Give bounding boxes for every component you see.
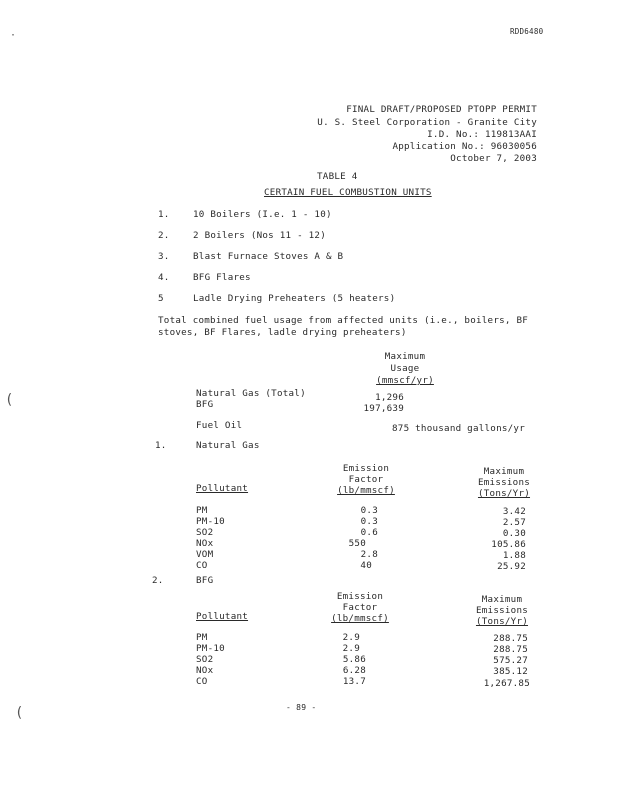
pollutant-cell: NOx [196,538,214,549]
pollutant-cell: CO [196,676,208,687]
factor-header: Factor [342,602,378,613]
combined-text: Total combined fuel usage from affected units (i.e., boilers, BF [158,315,529,326]
unit-text: Ladle Drying Preheaters (5 heaters) [193,293,396,304]
factor-cell: 0.6 [360,527,378,538]
page-number: - 89 - [286,703,317,712]
section-number: 2. [152,575,164,586]
pollutant-cell: PM-10 [196,516,225,527]
pollutant-cell: SO2 [196,527,214,538]
unit-number: 1. [158,209,170,220]
permit-line: October 7, 2003 [450,153,537,164]
emissions-cell: 575.27 [493,655,528,666]
emissions-cell: 385.12 [493,666,528,677]
pollutant-cell: NOx [196,665,214,676]
factor-header: Factor [348,474,384,485]
unit-text: 2 Boilers (Nos 11 - 12) [193,230,326,241]
usage-value: 875 thousand gallons/yr [392,423,525,434]
permit-line: FINAL DRAFT/PROPOSED PTOPP PERMIT [346,104,537,115]
emissions-header: Emissions [477,477,531,488]
emissions-header: Maximum [481,594,523,605]
emissions-cell: 288.75 [493,633,528,644]
section-title: BFG [196,575,214,586]
pollutant-cell: PM [196,632,208,643]
table-label: TABLE 4 [317,171,358,182]
emissions-cell: 2.57 [502,517,526,528]
pollutant-cell: PM-10 [196,643,225,654]
unit-number: 2. [158,230,170,241]
scan-mark: ( [5,392,14,408]
unit-text: Blast Furnace Stoves A & B [193,251,344,262]
scan-mark: ( [15,705,24,721]
usage-value: 197,639 [363,403,404,414]
scan-mark: · [10,30,17,41]
emissions-cell: 3.42 [502,506,526,517]
table-title: CERTAIN FUEL COMBUSTION UNITS [264,187,432,198]
pollutant-header: Pollutant [196,611,249,622]
factor-header: Emission [342,463,390,474]
factor-cell: 2.8 [360,549,378,560]
unit-number: 3. [158,251,170,262]
usage-label: Natural Gas (Total) [196,388,306,399]
usage-header: Maximum [384,351,426,362]
usage-label: BFG [196,399,214,410]
emissions-cell: 1,267.85 [483,678,530,689]
emissions-cell: 25.92 [497,561,526,572]
section-number: 1. [155,440,167,451]
permit-line: U. S. Steel Corporation - Granite City [317,117,537,128]
usage-value: 1,296 [375,392,404,403]
emissions-cell: 1.88 [502,550,526,561]
factor-cell: 0.3 [360,505,378,516]
emissions-cell: 105.86 [491,539,526,550]
pollutant-header: Pollutant [196,483,249,494]
header-code: RDD6480 [510,27,544,36]
usage-label: Fuel Oil [196,420,243,431]
factor-cell: 6.28 [342,665,366,676]
usage-header: (mmscf/yr) [376,375,434,386]
unit-text: 10 Boilers (I.e. 1 - 10) [193,209,332,220]
pollutant-cell: SO2 [196,654,214,665]
emissions-cell: 288.75 [493,644,528,655]
factor-cell: 5.86 [342,654,366,665]
factor-cell: 40 [360,560,372,571]
permit-line: Application No.: 96030056 [392,141,537,152]
pollutant-cell: VOM [196,549,214,560]
combined-text: stoves, BF Flares, ladle drying preheaters) [158,327,407,338]
permit-line: I.D. No.: 119813AAI [427,129,537,140]
factor-cell: 2.9 [342,643,360,654]
factor-header: (lb/mmscf) [331,613,389,624]
emissions-cell: 0.30 [502,528,526,539]
unit-number: 5 [158,293,164,304]
factor-cell: 0.3 [360,516,378,527]
usage-header: Usage [390,363,420,374]
emissions-header: (Tons/Yr) [477,488,531,499]
unit-number: 4. [158,272,170,283]
pollutant-cell: CO [196,560,208,571]
factor-header: Emission [336,591,384,602]
emissions-header: Maximum [483,466,525,477]
pollutant-cell: PM [196,505,208,516]
unit-text: BFG Flares [193,272,251,283]
factor-header: (lb/mmscf) [337,485,395,496]
emissions-header: (Tons/Yr) [475,616,529,627]
factor-cell: 13.7 [342,676,366,687]
section-title: Natural Gas [196,440,260,451]
factor-cell: 2.9 [342,632,360,643]
factor-cell: 550 [348,538,366,549]
emissions-header: Emissions [475,605,529,616]
